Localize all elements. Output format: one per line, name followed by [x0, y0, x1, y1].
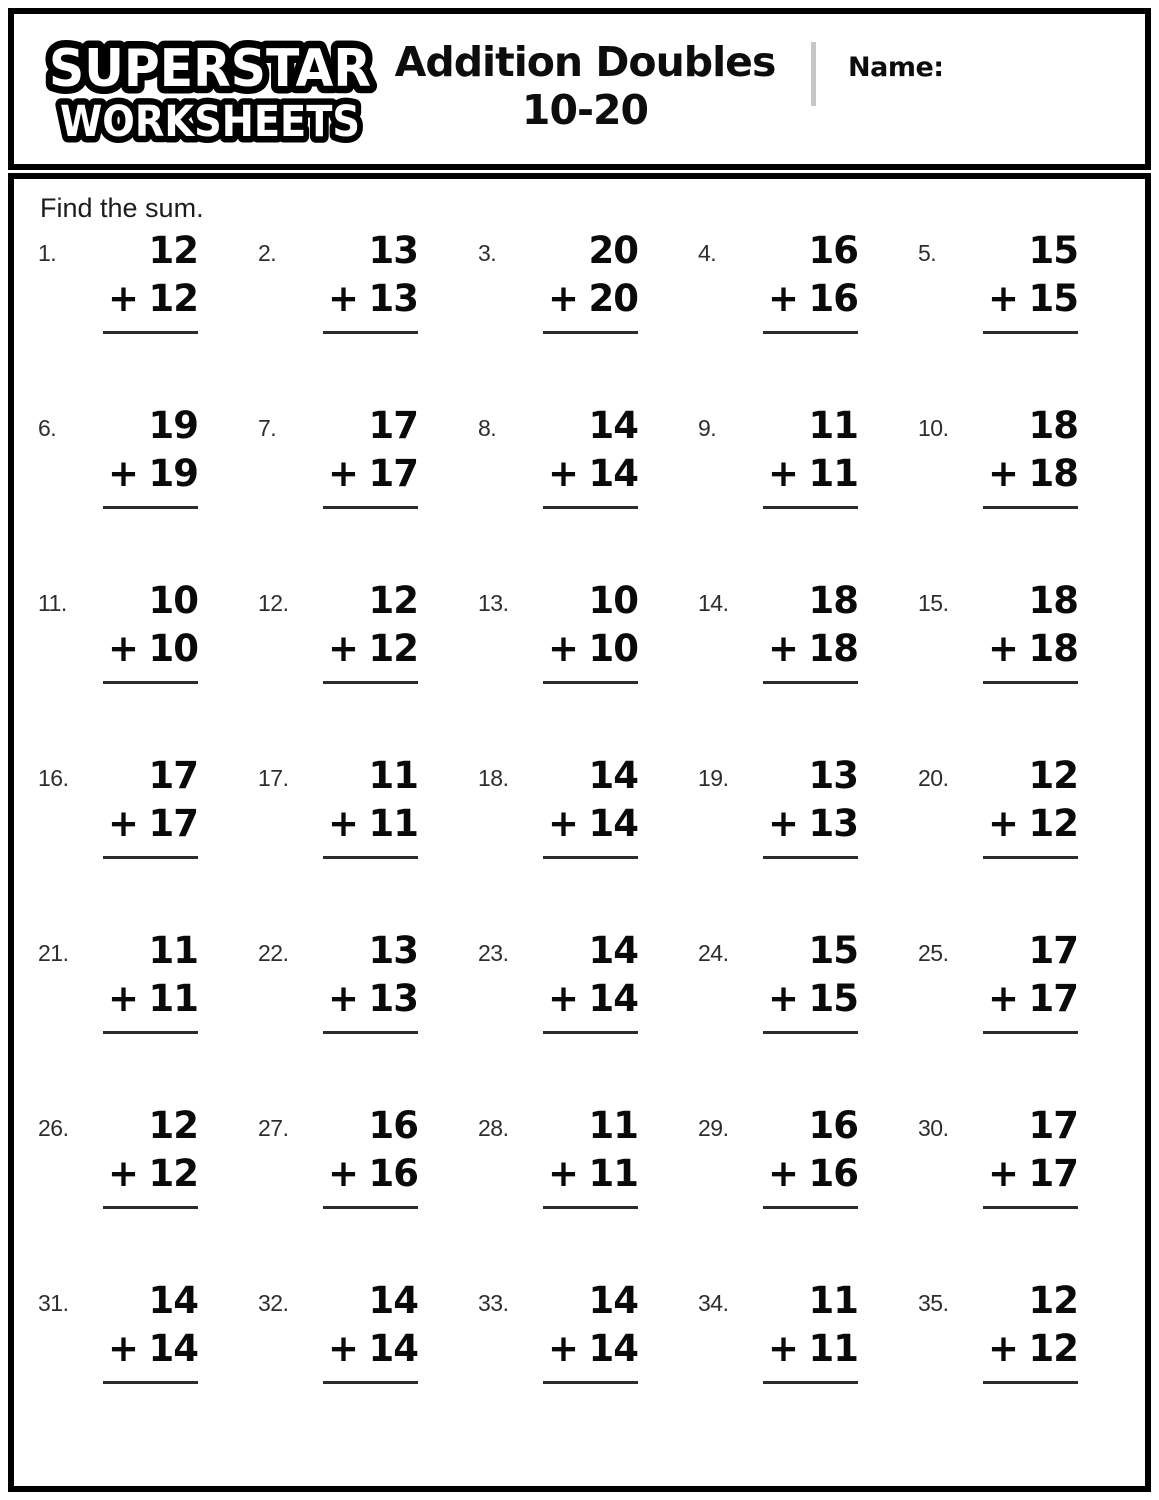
problem: [698, 756, 918, 931]
problem: [478, 756, 698, 931]
bottom-operand: 10: [588, 626, 638, 670]
problem-stack: [108, 581, 198, 684]
problem-stack: [768, 231, 858, 334]
bottom-operand: 12: [368, 626, 418, 670]
problems-panel: [8, 173, 1151, 1492]
plus-operator: +: [108, 451, 139, 495]
answer-line[interactable]: [983, 681, 1078, 684]
bottom-operand: 18: [1028, 451, 1078, 495]
problem-number: 17.: [258, 765, 289, 791]
problem-number: 2.: [258, 240, 277, 266]
bottom-operand: 15: [1028, 276, 1078, 320]
bottom-operand-row: [108, 626, 198, 670]
worksheet-header: [8, 8, 1151, 170]
top-operand: 12: [1028, 754, 1078, 797]
top-operand: 11: [808, 404, 858, 447]
bottom-operand: 11: [588, 1151, 638, 1195]
problem-stack: [768, 406, 858, 509]
top-operand: 10: [148, 579, 198, 622]
problem: [478, 581, 698, 756]
problem-number: 7.: [258, 415, 277, 441]
answer-line[interactable]: [983, 506, 1078, 509]
problem-number: 19.: [698, 765, 729, 791]
top-operand: 12: [368, 579, 418, 622]
problem-stack: [768, 931, 858, 1034]
problem: [258, 231, 478, 406]
plus-operator: +: [328, 276, 359, 320]
top-operand: 12: [1028, 1279, 1078, 1322]
top-operand: 16: [368, 1104, 418, 1147]
bottom-operand-row: [988, 451, 1078, 495]
bottom-operand-row: [108, 451, 198, 495]
bottom-operand-row: [768, 451, 858, 495]
bottom-operand-row: [548, 1326, 638, 1370]
bottom-operand-row: [988, 626, 1078, 670]
answer-line[interactable]: [323, 1206, 418, 1209]
bottom-operand-row: [328, 801, 418, 845]
problem-stack: [988, 581, 1078, 684]
problem-stack: [108, 756, 198, 859]
bottom-operand-row: [548, 801, 638, 845]
bottom-operand: 19: [148, 451, 198, 495]
problem-stack: [548, 756, 638, 859]
plus-operator: +: [548, 451, 579, 495]
bottom-operand-row: [768, 976, 858, 1020]
top-operand: 13: [368, 929, 418, 972]
answer-line[interactable]: [543, 506, 638, 509]
problem-number: 29.: [698, 1115, 729, 1141]
problems-grid: [38, 231, 1138, 1456]
plus-operator: +: [108, 976, 139, 1020]
problem-number: 14.: [698, 590, 729, 616]
top-operand: 18: [1028, 404, 1078, 447]
answer-line[interactable]: [103, 1381, 198, 1384]
problem: [918, 1281, 1138, 1456]
problem: [918, 231, 1138, 406]
top-operand: 14: [588, 754, 638, 797]
problem-number: 9.: [698, 415, 717, 441]
plus-operator: +: [328, 976, 359, 1020]
plus-operator: +: [988, 1326, 1019, 1370]
problem-stack: [328, 931, 418, 1034]
top-operand: 13: [808, 754, 858, 797]
bottom-operand: 12: [1028, 801, 1078, 845]
bottom-operand-row: [108, 1326, 198, 1370]
problem-stack: [108, 1281, 198, 1384]
top-operand: 12: [148, 1104, 198, 1147]
name-label: Name:: [848, 52, 944, 83]
plus-operator: +: [548, 276, 579, 320]
bottom-operand-row: [328, 1151, 418, 1195]
plus-operator: +: [988, 626, 1019, 670]
plus-operator: +: [328, 451, 359, 495]
problem: [38, 931, 258, 1106]
problem-stack: [768, 581, 858, 684]
answer-line[interactable]: [763, 856, 858, 859]
bottom-operand: 16: [808, 276, 858, 320]
plus-operator: +: [548, 1151, 579, 1195]
plus-operator: +: [988, 276, 1019, 320]
bottom-operand: 14: [148, 1326, 198, 1370]
plus-operator: +: [548, 626, 579, 670]
answer-line[interactable]: [763, 1206, 858, 1209]
bottom-operand: 10: [148, 626, 198, 670]
problem-number: 27.: [258, 1115, 289, 1141]
plus-operator: +: [108, 626, 139, 670]
title-line1: Addition Doubles: [394, 38, 776, 86]
problem-stack: [988, 756, 1078, 859]
plus-operator: +: [328, 1151, 359, 1195]
answer-line[interactable]: [763, 1031, 858, 1034]
problem-stack: [328, 406, 418, 509]
problem-number: 20.: [918, 765, 949, 791]
answer-line[interactable]: [323, 331, 418, 334]
plus-operator: +: [328, 1326, 359, 1370]
bottom-operand-row: [328, 1326, 418, 1370]
problem-number: 35.: [918, 1290, 949, 1316]
answer-line[interactable]: [543, 1381, 638, 1384]
bottom-operand: 13: [368, 276, 418, 320]
bottom-operand: 11: [808, 451, 858, 495]
bottom-operand: 13: [368, 976, 418, 1020]
answer-line[interactable]: [103, 506, 198, 509]
problem-number: 16.: [38, 765, 69, 791]
bottom-operand-row: [768, 1151, 858, 1195]
answer-line[interactable]: [763, 506, 858, 509]
instructions-text: Find the sum.: [40, 193, 204, 223]
bottom-operand: 17: [148, 801, 198, 845]
plus-operator: +: [988, 451, 1019, 495]
bottom-operand: 14: [588, 1326, 638, 1370]
problem: [258, 1106, 478, 1281]
bottom-operand-row: [768, 626, 858, 670]
bottom-operand-row: [548, 1151, 638, 1195]
top-operand: 11: [808, 1279, 858, 1322]
problem: [258, 406, 478, 581]
plus-operator: +: [768, 626, 799, 670]
top-operand: 20: [588, 229, 638, 272]
plus-operator: +: [988, 801, 1019, 845]
problem: [698, 581, 918, 756]
problem: [698, 931, 918, 1106]
problem-stack: [548, 1106, 638, 1209]
problem-number: 6.: [38, 415, 57, 441]
problem-number: 15.: [918, 590, 949, 616]
problem-stack: [988, 931, 1078, 1034]
bottom-operand-row: [548, 626, 638, 670]
problem-number: 22.: [258, 940, 289, 966]
top-operand: 18: [1028, 579, 1078, 622]
problem-stack: [108, 231, 198, 334]
plus-operator: +: [768, 801, 799, 845]
bottom-operand-row: [988, 976, 1078, 1020]
problem-stack: [328, 231, 418, 334]
bottom-operand-row: [548, 976, 638, 1020]
bottom-operand: 14: [588, 801, 638, 845]
problem: [918, 931, 1138, 1106]
problem-stack: [328, 581, 418, 684]
plus-operator: +: [548, 801, 579, 845]
bottom-operand: 18: [808, 626, 858, 670]
name-divider-line: [811, 42, 816, 106]
bottom-operand-row: [988, 1151, 1078, 1195]
top-operand: 12: [148, 229, 198, 272]
problem: [478, 931, 698, 1106]
top-operand: 18: [808, 579, 858, 622]
bottom-operand: 14: [588, 451, 638, 495]
problem: [478, 1281, 698, 1456]
bottom-operand: 14: [368, 1326, 418, 1370]
top-operand: 19: [148, 404, 198, 447]
logo-line2: WORKSHEETS: [60, 97, 360, 147]
bottom-operand-row: [988, 1326, 1078, 1370]
answer-line[interactable]: [543, 1206, 638, 1209]
problem-number: 8.: [478, 415, 497, 441]
answer-line[interactable]: [983, 1031, 1078, 1034]
problem-stack: [988, 1106, 1078, 1209]
bottom-operand-row: [328, 976, 418, 1020]
plus-operator: +: [988, 1151, 1019, 1195]
top-operand: 14: [588, 929, 638, 972]
problem: [698, 406, 918, 581]
problem-number: 1.: [38, 240, 57, 266]
bottom-operand: 14: [588, 976, 638, 1020]
top-operand: 14: [368, 1279, 418, 1322]
plus-operator: +: [108, 801, 139, 845]
bottom-operand: 18: [1028, 626, 1078, 670]
problem-stack: [768, 1106, 858, 1209]
problem-number: 23.: [478, 940, 509, 966]
problem-number: 30.: [918, 1115, 949, 1141]
problem: [478, 406, 698, 581]
top-operand: 10: [588, 579, 638, 622]
bottom-operand-row: [108, 801, 198, 845]
answer-line[interactable]: [323, 506, 418, 509]
bottom-operand: 12: [148, 276, 198, 320]
problem-stack: [328, 1106, 418, 1209]
bottom-operand-row: [768, 276, 858, 320]
problem-stack: [548, 406, 638, 509]
problem-number: 32.: [258, 1290, 289, 1316]
worksheet-title: [392, 38, 778, 135]
plus-operator: +: [108, 1326, 139, 1370]
name-blank-area[interactable]: [944, 44, 1129, 104]
problem-stack: [108, 931, 198, 1034]
bottom-operand-row: [108, 276, 198, 320]
bottom-operand-row: [548, 451, 638, 495]
answer-line[interactable]: [103, 331, 198, 334]
problem-number: 13.: [478, 590, 509, 616]
answer-line[interactable]: [323, 1031, 418, 1034]
plus-operator: +: [988, 976, 1019, 1020]
problem: [918, 406, 1138, 581]
bottom-operand: 11: [808, 1326, 858, 1370]
problem: [698, 1106, 918, 1281]
problem-number: 11.: [38, 590, 67, 616]
problem-stack: [768, 756, 858, 859]
bottom-operand-row: [108, 1151, 198, 1195]
bottom-operand-row: [768, 801, 858, 845]
answer-line[interactable]: [323, 681, 418, 684]
plus-operator: +: [328, 626, 359, 670]
top-operand: 11: [588, 1104, 638, 1147]
problem: [258, 756, 478, 931]
problem-stack: [988, 1281, 1078, 1384]
logo-line1: SUPERSTAR: [49, 39, 371, 99]
bottom-operand: 17: [368, 451, 418, 495]
answer-line[interactable]: [543, 331, 638, 334]
plus-operator: +: [548, 976, 579, 1020]
problem-number: 21.: [38, 940, 69, 966]
answer-line[interactable]: [983, 1206, 1078, 1209]
problem: [698, 231, 918, 406]
bottom-operand: 15: [808, 976, 858, 1020]
top-operand: 16: [808, 229, 858, 272]
top-operand: 14: [588, 404, 638, 447]
problem: [258, 1281, 478, 1456]
problem-number: 12.: [258, 590, 289, 616]
plus-operator: +: [108, 276, 139, 320]
plus-operator: +: [768, 451, 799, 495]
bottom-operand: 16: [368, 1151, 418, 1195]
problem-stack: [768, 1281, 858, 1384]
bottom-operand: 13: [808, 801, 858, 845]
plus-operator: +: [108, 1151, 139, 1195]
problem: [38, 581, 258, 756]
answer-line[interactable]: [323, 856, 418, 859]
problem: [258, 581, 478, 756]
top-operand: 11: [368, 754, 418, 797]
problem: [38, 406, 258, 581]
problem-stack: [548, 581, 638, 684]
bottom-operand-row: [328, 451, 418, 495]
problem-number: 26.: [38, 1115, 69, 1141]
top-operand: 15: [1028, 229, 1078, 272]
superstar-worksheets-logo: [34, 28, 386, 162]
problem-stack: [328, 1281, 418, 1384]
problem-number: 25.: [918, 940, 949, 966]
problem: [38, 1106, 258, 1281]
bottom-operand: 16: [808, 1151, 858, 1195]
top-operand: 17: [1028, 1104, 1078, 1147]
bottom-operand: 17: [1028, 976, 1078, 1020]
answer-line[interactable]: [323, 1381, 418, 1384]
answer-line[interactable]: [763, 681, 858, 684]
answer-line[interactable]: [103, 681, 198, 684]
problem-number: 4.: [698, 240, 717, 266]
top-operand: 13: [368, 229, 418, 272]
plus-operator: +: [768, 276, 799, 320]
problem-number: 33.: [478, 1290, 509, 1316]
problem: [918, 581, 1138, 756]
problem: [258, 931, 478, 1106]
bottom-operand-row: [548, 276, 638, 320]
problem: [918, 756, 1138, 931]
answer-line[interactable]: [103, 1031, 198, 1034]
problem: [918, 1106, 1138, 1281]
top-operand: 17: [1028, 929, 1078, 972]
plus-operator: +: [548, 1326, 579, 1370]
problem-number: 34.: [698, 1290, 729, 1316]
plus-operator: +: [328, 801, 359, 845]
problem-stack: [108, 1106, 198, 1209]
bottom-operand: 11: [148, 976, 198, 1020]
answer-line[interactable]: [543, 856, 638, 859]
bottom-operand: 17: [1028, 1151, 1078, 1195]
problem: [478, 1106, 698, 1281]
bottom-operand: 20: [588, 276, 638, 320]
problem: [478, 231, 698, 406]
top-operand: 17: [368, 404, 418, 447]
answer-line[interactable]: [983, 331, 1078, 334]
answer-line[interactable]: [103, 1206, 198, 1209]
top-operand: 14: [588, 1279, 638, 1322]
problem-number: 3.: [478, 240, 497, 266]
problem: [38, 756, 258, 931]
problem: [698, 1281, 918, 1456]
problem-stack: [988, 231, 1078, 334]
bottom-operand-row: [988, 276, 1078, 320]
problem-stack: [328, 756, 418, 859]
bottom-operand: 12: [1028, 1326, 1078, 1370]
top-operand: 17: [148, 754, 198, 797]
answer-line[interactable]: [763, 1381, 858, 1384]
problem-number: 10.: [918, 415, 949, 441]
problem: [38, 231, 258, 406]
plus-operator: +: [768, 1151, 799, 1195]
top-operand: 14: [148, 1279, 198, 1322]
bottom-operand-row: [328, 626, 418, 670]
answer-line[interactable]: [103, 856, 198, 859]
problem-number: 31.: [38, 1290, 69, 1316]
answer-line[interactable]: [983, 1381, 1078, 1384]
problem-stack: [548, 231, 638, 334]
bottom-operand-row: [328, 276, 418, 320]
top-operand: 11: [148, 929, 198, 972]
problem: [38, 1281, 258, 1456]
problem-number: 24.: [698, 940, 729, 966]
problem-stack: [988, 406, 1078, 509]
problem-number: 5.: [918, 240, 937, 266]
answer-line[interactable]: [763, 331, 858, 334]
answer-line[interactable]: [543, 681, 638, 684]
plus-operator: +: [768, 1326, 799, 1370]
problem-stack: [548, 1281, 638, 1384]
bottom-operand-row: [768, 1326, 858, 1370]
bottom-operand-row: [988, 801, 1078, 845]
problem-number: 18.: [478, 765, 509, 791]
bottom-operand-row: [108, 976, 198, 1020]
problem-stack: [108, 406, 198, 509]
title-line2: 10-20: [521, 86, 649, 135]
plus-operator: +: [768, 976, 799, 1020]
problem-number: 28.: [478, 1115, 509, 1141]
problem-stack: [548, 931, 638, 1034]
top-operand: 15: [808, 929, 858, 972]
bottom-operand: 11: [368, 801, 418, 845]
answer-line[interactable]: [543, 1031, 638, 1034]
answer-line[interactable]: [983, 856, 1078, 859]
top-operand: 16: [808, 1104, 858, 1147]
bottom-operand: 12: [148, 1151, 198, 1195]
